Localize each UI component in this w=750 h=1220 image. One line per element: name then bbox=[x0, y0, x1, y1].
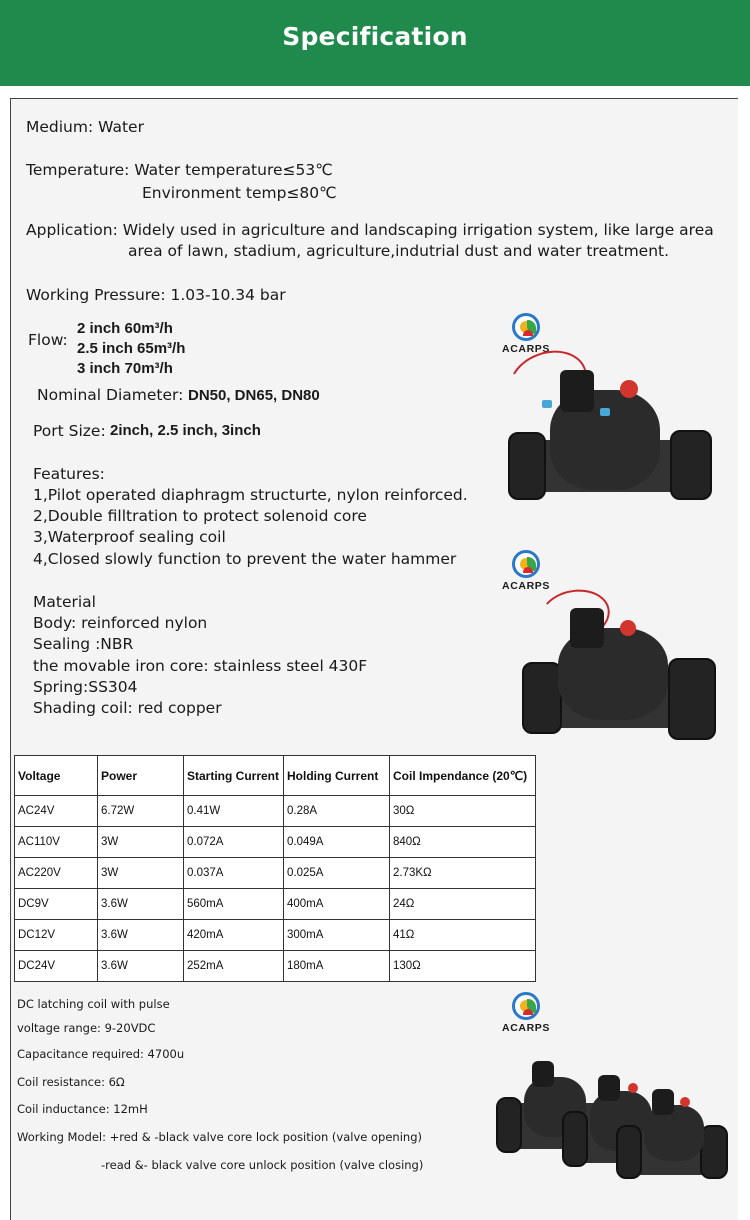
material-item: Body: reinforced nylon bbox=[33, 614, 208, 632]
application-line-2: area of lawn, stadium, agriculture,indutrial dust and water treatment. bbox=[128, 242, 670, 260]
working-pressure: Working Pressure: 1.03-10.34 bar bbox=[26, 286, 286, 304]
table-row bbox=[15, 827, 536, 858]
table-cell: 3.6W bbox=[98, 889, 184, 920]
table-cell: 3.6W bbox=[98, 920, 184, 951]
table-cell: 0.072A bbox=[184, 827, 284, 858]
table-cell: 420mA bbox=[184, 920, 284, 951]
temperature-line-1: Temperature: Water temperature≤53℃ bbox=[26, 161, 333, 179]
table-row bbox=[15, 951, 536, 982]
table-header-cell: Power bbox=[98, 756, 184, 796]
solenoid-valve-image bbox=[510, 590, 725, 760]
coil-spec-table bbox=[14, 755, 536, 982]
feature-item: 4,Closed slowly function to prevent the water hammer bbox=[33, 550, 457, 568]
table-cell: 41Ω bbox=[390, 920, 536, 951]
table-cell: DC9V bbox=[15, 889, 98, 920]
table-header-cell: Holding Current bbox=[284, 756, 390, 796]
material-item: Sealing :NBR bbox=[33, 635, 134, 653]
table-cell: 180mA bbox=[284, 951, 390, 982]
material-item: Shading coil: red copper bbox=[33, 699, 222, 717]
table-cell: 0.41W bbox=[184, 796, 284, 827]
material-item: Spring:SS304 bbox=[33, 678, 138, 696]
solenoid-valve-image bbox=[500, 350, 720, 520]
table-header-row bbox=[15, 756, 536, 796]
table-cell: 30Ω bbox=[390, 796, 536, 827]
table-cell: 0.025A bbox=[284, 858, 390, 889]
table-cell: 24Ω bbox=[390, 889, 536, 920]
table-cell: 0.049A bbox=[284, 827, 390, 858]
dc-note: -read &- black valve core unlock position (valve closing) bbox=[101, 1158, 424, 1172]
table-row bbox=[15, 858, 536, 889]
material-item: the movable iron core: stainless steel 430F bbox=[33, 657, 368, 675]
features-title: Features: bbox=[33, 465, 105, 483]
port-size-label: Port Size: bbox=[33, 422, 106, 440]
acarps-logo-icon bbox=[512, 550, 540, 578]
table-header-cell: Coil Impendance (20℃) bbox=[390, 756, 536, 796]
temperature-line-2: Environment temp≤80℃ bbox=[142, 184, 337, 202]
flow-item: 2 inch 60m³/h bbox=[77, 320, 173, 337]
medium-text: Medium: Water bbox=[26, 118, 144, 136]
material-title: Material bbox=[33, 593, 96, 611]
dc-note: Coil resistance: 6Ω bbox=[17, 1075, 125, 1089]
table-cell: 3W bbox=[98, 827, 184, 858]
table-cell: AC24V bbox=[15, 796, 98, 827]
logo-text: ACARPS bbox=[502, 580, 550, 592]
table-row bbox=[15, 920, 536, 951]
table-cell: 252mA bbox=[184, 951, 284, 982]
flow-label: Flow: bbox=[28, 331, 68, 349]
feature-item: 1,Pilot operated diaphragm structurte, nylon reinforced. bbox=[33, 486, 468, 504]
table-cell: DC24V bbox=[15, 951, 98, 982]
table-cell: 3W bbox=[98, 858, 184, 889]
feature-item: 3,Waterproof sealing coil bbox=[33, 528, 226, 546]
feature-item: 2,Double filltration to protect solenoid core bbox=[33, 507, 367, 525]
acarps-logo bbox=[491, 313, 561, 355]
table-cell: 840Ω bbox=[390, 827, 536, 858]
logo-text: ACARPS bbox=[502, 343, 550, 355]
table-header-cell: Voltage bbox=[15, 756, 98, 796]
dc-note: Capacitance required: 4700u bbox=[17, 1047, 185, 1061]
dc-note: DC latching coil with pulse bbox=[17, 997, 170, 1011]
table-header-cell: Starting Current bbox=[184, 756, 284, 796]
table-cell: AC220V bbox=[15, 858, 98, 889]
table-cell: 3.6W bbox=[98, 951, 184, 982]
table-cell: 130Ω bbox=[390, 951, 536, 982]
flow-item: 2.5 inch 65m³/h bbox=[77, 340, 186, 357]
table-cell: 400mA bbox=[284, 889, 390, 920]
table-cell: DC12V bbox=[15, 920, 98, 951]
table-row bbox=[15, 889, 536, 920]
table-cell: 2.73KΩ bbox=[390, 858, 536, 889]
table-cell: 6.72W bbox=[98, 796, 184, 827]
flow-item: 3 inch 70m³/h bbox=[77, 360, 173, 377]
acarps-logo-icon bbox=[512, 313, 540, 341]
table-cell: 560mA bbox=[184, 889, 284, 920]
logo-text: ACARPS bbox=[502, 1022, 550, 1034]
port-size-value: 2inch, 2.5 inch, 3inch bbox=[110, 422, 261, 439]
table-cell: 0.037A bbox=[184, 858, 284, 889]
page-header bbox=[0, 0, 750, 86]
acarps-logo bbox=[491, 992, 561, 1034]
acarps-logo bbox=[491, 550, 561, 592]
acarps-logo-icon bbox=[512, 992, 540, 1020]
dc-note: voltage range: 9-20VDC bbox=[17, 1021, 156, 1035]
nominal-diameter-value: DN50, DN65, DN80 bbox=[188, 387, 320, 404]
application-line-1: Application: Widely used in agriculture and landscaping irrigation system, like large area bbox=[26, 221, 714, 239]
table-cell: 300mA bbox=[284, 920, 390, 951]
table-cell: 0.28A bbox=[284, 796, 390, 827]
table-cell: AC110V bbox=[15, 827, 98, 858]
page-title: Specification bbox=[282, 22, 468, 51]
dc-note: Coil inductance: 12mH bbox=[17, 1102, 148, 1116]
dc-note: Working Model: +red & -black valve core lock position (valve opening) bbox=[17, 1130, 422, 1144]
solenoid-valve-image bbox=[494, 1055, 729, 1180]
nominal-diameter-label: Nominal Diameter: bbox=[37, 386, 184, 404]
table-row bbox=[15, 796, 536, 827]
